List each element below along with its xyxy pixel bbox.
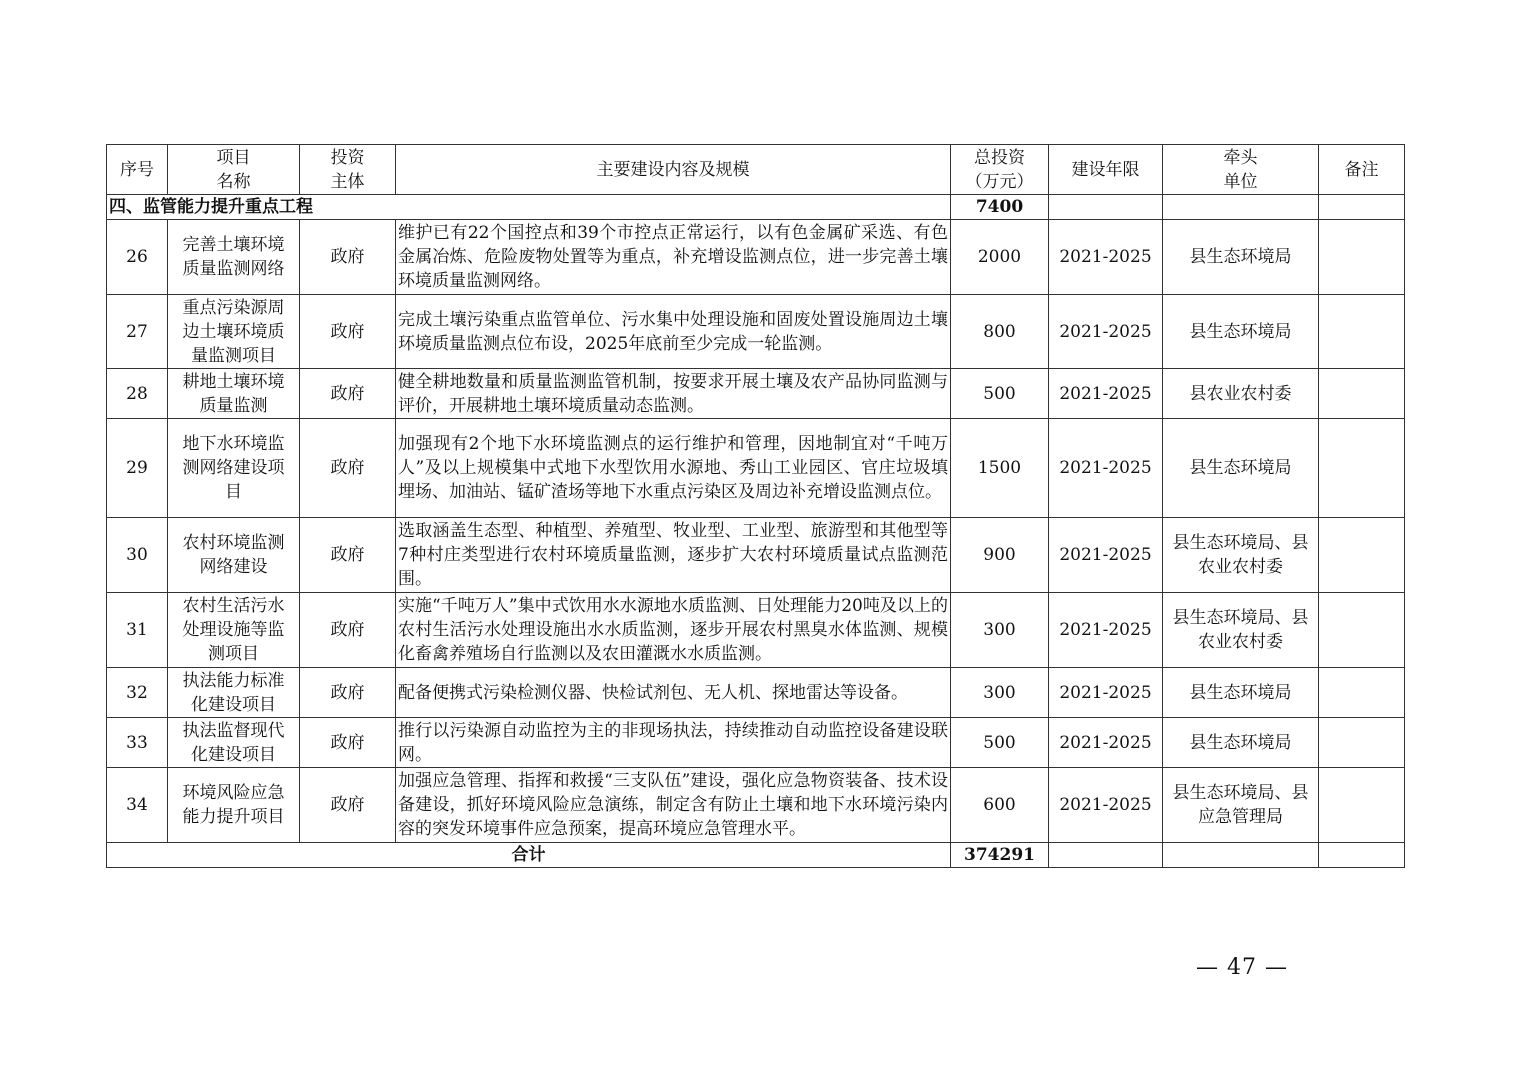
row-period: 2021-2025: [1049, 369, 1163, 419]
header-investment: 总投资 （万元）: [951, 145, 1049, 195]
row-note: [1319, 419, 1405, 518]
table-row: [107, 419, 1405, 518]
header-lead: 牵头 单位: [1163, 145, 1319, 195]
row-lead: 县生态环境局: [1163, 718, 1319, 768]
row-investor: 政府: [300, 419, 396, 518]
row-investor: 政府: [300, 668, 396, 718]
row-investment: 500: [951, 369, 1049, 419]
row-content: 选取涵盖生态型、种植型、养殖型、牧业型、工业型、旅游型和其他型等7种村庄类型进行农村环境质量监测，逐步扩大农村环境质量试点监测范围。: [396, 518, 951, 593]
header-note: 备注: [1319, 145, 1405, 195]
row-lead: 县生态环境局: [1163, 220, 1319, 295]
row-investment: 600: [951, 768, 1049, 843]
row-investor: 政府: [300, 768, 396, 843]
section-empty: [1049, 195, 1163, 220]
row-seq: 27: [107, 295, 168, 369]
row-seq: 30: [107, 518, 168, 593]
header-content: 主要建设内容及规模: [396, 145, 951, 195]
total-row: [107, 843, 1405, 868]
row-seq: 29: [107, 419, 168, 518]
table-row: [107, 668, 1405, 718]
row-lead: 县生态环境局、县 农业农村委: [1163, 593, 1319, 668]
total-label: 合计: [107, 843, 951, 868]
row-lead: 县生态环境局: [1163, 295, 1319, 369]
header-investor: 投资 主体: [300, 145, 396, 195]
row-name: 完善土壤环境 质量监测网络: [168, 220, 300, 295]
row-lead: 县生态环境局: [1163, 668, 1319, 718]
row-content: 配备便携式污染检测仪器、快检试剂包、无人机、探地雷达等设备。: [396, 668, 951, 718]
row-content: 推行以污染源自动监控为主的非现场执法，持续推动自动监控设备建设联网。: [396, 718, 951, 768]
row-lead: 县生态环境局、县 农业农村委: [1163, 518, 1319, 593]
section-empty: [1319, 195, 1405, 220]
row-investment: 2000: [951, 220, 1049, 295]
row-lead: 县农业农村委: [1163, 369, 1319, 419]
section-empty: [1163, 195, 1319, 220]
row-investor: 政府: [300, 718, 396, 768]
row-note: [1319, 593, 1405, 668]
row-lead: 县生态环境局、县 应急管理局: [1163, 768, 1319, 843]
row-period: 2021-2025: [1049, 518, 1163, 593]
row-name: 农村环境监测 网络建设: [168, 518, 300, 593]
row-seq: 28: [107, 369, 168, 419]
header-name: 项目 名称: [168, 145, 300, 195]
row-name: 地下水环境监 测网络建设项 目: [168, 419, 300, 518]
row-name: 环境风险应急 能力提升项目: [168, 768, 300, 843]
row-seq: 33: [107, 718, 168, 768]
table-row: [107, 220, 1405, 295]
row-name: 执法能力标准 化建设项目: [168, 668, 300, 718]
row-investor: 政府: [300, 593, 396, 668]
row-investment: 500: [951, 718, 1049, 768]
row-note: [1319, 768, 1405, 843]
table-row: [107, 518, 1405, 593]
row-content: 健全耕地数量和质量监测监管机制，按要求开展土壤及农产品协同监测与评价，开展耕地土壤环境质量动态监测。: [396, 369, 951, 419]
row-name: 农村生活污水 处理设施等监 测项目: [168, 593, 300, 668]
row-period: 2021-2025: [1049, 768, 1163, 843]
row-note: [1319, 518, 1405, 593]
row-note: [1319, 718, 1405, 768]
row-content: 完成土壤污染重点监管单位、污水集中处理设施和固废处置设施周边土壤环境质量监测点位布设，2025年底前至少完成一轮监测。: [396, 295, 951, 369]
row-period: 2021-2025: [1049, 295, 1163, 369]
section-row: [107, 195, 1405, 220]
row-name: 耕地土壤环境 质量监测: [168, 369, 300, 419]
row-investment: 900: [951, 518, 1049, 593]
row-period: 2021-2025: [1049, 593, 1163, 668]
row-period: 2021-2025: [1049, 668, 1163, 718]
row-note: [1319, 668, 1405, 718]
row-investor: 政府: [300, 295, 396, 369]
row-investor: 政府: [300, 518, 396, 593]
total-empty: [1049, 843, 1163, 868]
page-number: — 47 —: [1196, 955, 1288, 980]
header-seq: 序号: [107, 145, 168, 195]
total-investment: 374291: [951, 843, 1049, 868]
table-row: [107, 593, 1405, 668]
row-seq: 31: [107, 593, 168, 668]
row-note: [1319, 295, 1405, 369]
row-name: 执法监督现代 化建设项目: [168, 718, 300, 768]
section-investment: 7400: [951, 195, 1049, 220]
row-content: 加强应急管理、指挥和救援“三支队伍”建设，强化应急物资装备、技术设备建设，抓好环境风险应急演练，制定含有防止土壤和地下水环境污染内容的突发环境事件应急预案，提高环境应急管理水平。: [396, 768, 951, 843]
header-row: [107, 145, 1405, 195]
table-row: [107, 718, 1405, 768]
row-investment: 300: [951, 668, 1049, 718]
row-period: 2021-2025: [1049, 718, 1163, 768]
row-investment: 300: [951, 593, 1049, 668]
row-period: 2021-2025: [1049, 419, 1163, 518]
row-content: 实施“千吨万人”集中式饮用水水源地水质监测、日处理能力20吨及以上的农村生活污水处理设施出水水质监测，逐步开展农村黑臭水体监测、规模化畜禽养殖场自行监测以及农田灌溉水水质监测。: [396, 593, 951, 668]
row-period: 2021-2025: [1049, 220, 1163, 295]
row-investor: 政府: [300, 220, 396, 295]
row-content: 维护已有22个国控点和39个市控点正常运行，以有色金属矿采选、有色金属冶炼、危险废物处置等为重点，补充增设监测点位，进一步完善土壤环境质量监测网络。: [396, 220, 951, 295]
row-name: 重点污染源周 边土壤环境质 量监测项目: [168, 295, 300, 369]
row-note: [1319, 220, 1405, 295]
row-lead: 县生态环境局: [1163, 419, 1319, 518]
total-empty: [1163, 843, 1319, 868]
table-row: [107, 768, 1405, 843]
total-empty: [1319, 843, 1405, 868]
header-period: 建设年限: [1049, 145, 1163, 195]
table-row: [107, 295, 1405, 369]
project-table: [106, 144, 1405, 868]
table-row: [107, 369, 1405, 419]
row-investor: 政府: [300, 369, 396, 419]
row-seq: 26: [107, 220, 168, 295]
row-seq: 34: [107, 768, 168, 843]
row-seq: 32: [107, 668, 168, 718]
section-title: 四、监管能力提升重点工程: [107, 195, 951, 220]
row-content: 加强现有2个地下水环境监测点的运行维护和管理，因地制宜对“千吨万人”及以上规模集中式地下水型饮用水源地、秀山工业园区、官庄垃圾填埋场、加油站、锰矿渣场等地下水重点污染区及周边补充增设监测点位。: [396, 419, 951, 518]
row-investment: 1500: [951, 419, 1049, 518]
row-investment: 800: [951, 295, 1049, 369]
row-note: [1319, 369, 1405, 419]
